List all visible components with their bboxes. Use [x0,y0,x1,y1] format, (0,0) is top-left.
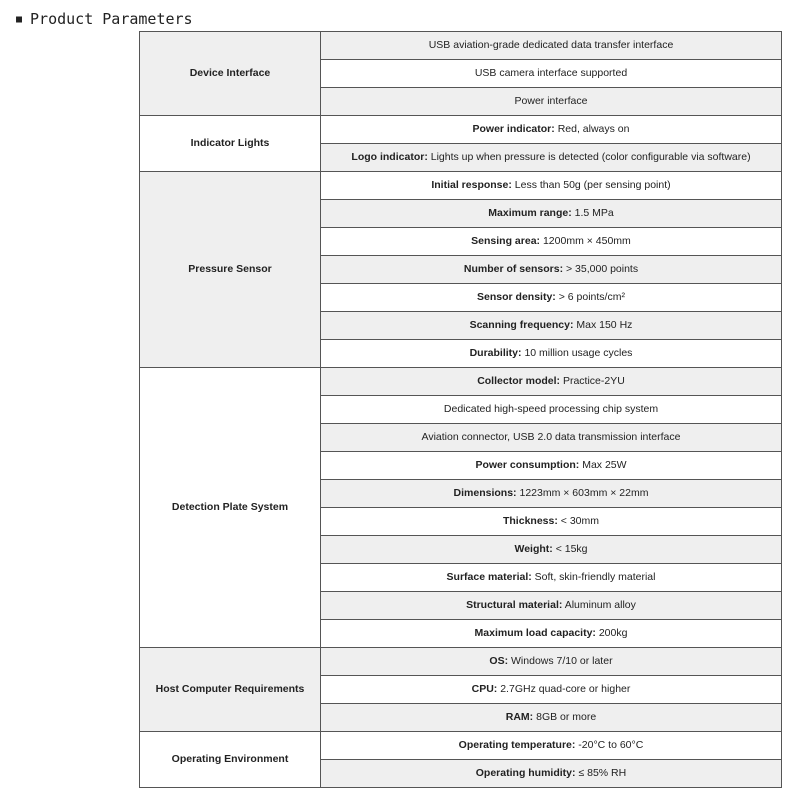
parameter-value: > 6 points/cm² [558,291,625,303]
parameters-table [139,31,782,788]
section-heading [16,10,193,28]
parameter-label: Sensing area: [471,235,541,247]
parameter-label: RAM: [505,711,534,723]
table-row [140,732,782,760]
parameter-value: -20°C to 60°C [578,739,644,751]
parameter-value: < 15kg [555,543,588,555]
parameter-value: Practice-2YU [562,375,625,387]
parameter-label: OS: [489,655,509,667]
parameter-value: Max 150 Hz [576,319,633,331]
table-row [140,116,782,144]
parameter-label: Weight: [514,543,553,555]
table-row [140,648,782,676]
parameter-value: 1200mm × 450mm [542,235,631,247]
parameter-label: Initial response: [431,179,512,191]
value-cell [321,116,782,144]
parameter-label: Surface material: [446,571,532,583]
parameter-value: Windows 7/10 or later [511,655,613,667]
value-cell [321,88,782,116]
table-row [140,32,782,60]
category-cell: Detection Plate System [140,368,321,648]
value-cell [321,368,782,396]
parameter-label: Operating humidity: [475,767,576,779]
value-cell [321,200,782,228]
table-row [140,368,782,396]
parameter-label: Number of sensors: [463,263,564,275]
value-cell [321,760,782,788]
value-cell [321,312,782,340]
parameter-label: Durability: [469,347,522,359]
value-cell [321,172,782,200]
value-cell [321,508,782,536]
category-cell: Indicator Lights [140,116,321,172]
parameter-label: Operating temperature: [458,739,576,751]
parameter-value: Red, always on [557,123,630,135]
parameter-label: CPU: [471,683,498,695]
parameter-value: Lights up when pressure is detected (color configurable via software) [430,151,751,163]
section-title: Product Parameters [30,10,193,28]
parameter-value: USB aviation-grade dedicated data transfer interface [428,39,674,51]
category-cell: Operating Environment [140,732,321,788]
value-cell [321,32,782,60]
parameter-value: > 35,000 points [566,263,639,275]
parameter-value: ≤ 85% RH [578,767,627,779]
bullet-icon: ■ [16,14,23,25]
parameter-value: Soft, skin-friendly material [534,571,656,583]
parameter-value: 10 million usage cycles [524,347,633,359]
parameter-value: Aviation connector, USB 2.0 data transmission interface [421,431,681,443]
value-cell [321,676,782,704]
parameter-label: Collector model: [477,375,561,387]
parameter-value: Dedicated high-speed processing chip system [443,403,659,415]
value-cell [321,424,782,452]
parameter-value: 200kg [598,627,628,639]
category-cell: Device Interface [140,32,321,116]
parameters-table-body [140,32,782,788]
parameter-value: Power interface [514,95,588,107]
value-cell [321,732,782,760]
value-cell [321,340,782,368]
parameter-value: Max 25W [582,459,627,471]
parameter-label: Power consumption: [475,459,580,471]
parameter-label: Power indicator: [472,123,555,135]
parameter-value: < 30mm [560,515,599,527]
parameter-value: 1223mm × 603mm × 22mm [519,487,649,499]
value-cell [321,396,782,424]
value-cell [321,256,782,284]
parameter-label: Sensor density: [477,291,556,303]
table-row [140,172,782,200]
value-cell [321,704,782,732]
value-cell [321,284,782,312]
value-cell [321,228,782,256]
parameter-label: Dimensions: [453,487,517,499]
parameter-label: Maximum load capacity: [474,627,596,639]
value-cell [321,648,782,676]
category-cell: Pressure Sensor [140,172,321,368]
parameter-value: USB camera interface supported [474,67,628,79]
value-cell [321,564,782,592]
value-cell [321,480,782,508]
value-cell [321,620,782,648]
parameter-value: 2.7GHz quad-core or higher [500,683,631,695]
value-cell [321,592,782,620]
parameter-label: Structural material: [466,599,563,611]
parameter-value: 8GB or more [536,711,597,723]
value-cell [321,452,782,480]
parameter-label: Logo indicator: [351,151,428,163]
parameter-label: Thickness: [502,515,558,527]
value-cell [321,536,782,564]
parameter-label: Scanning frequency: [469,319,574,331]
category-cell: Host Computer Requirements [140,648,321,732]
value-cell [321,60,782,88]
parameter-label: Maximum range: [488,207,572,219]
parameter-value: 1.5 MPa [574,207,614,219]
parameter-value: Less than 50g (per sensing point) [514,179,671,191]
value-cell [321,144,782,172]
parameter-value: Aluminum alloy [564,599,636,611]
